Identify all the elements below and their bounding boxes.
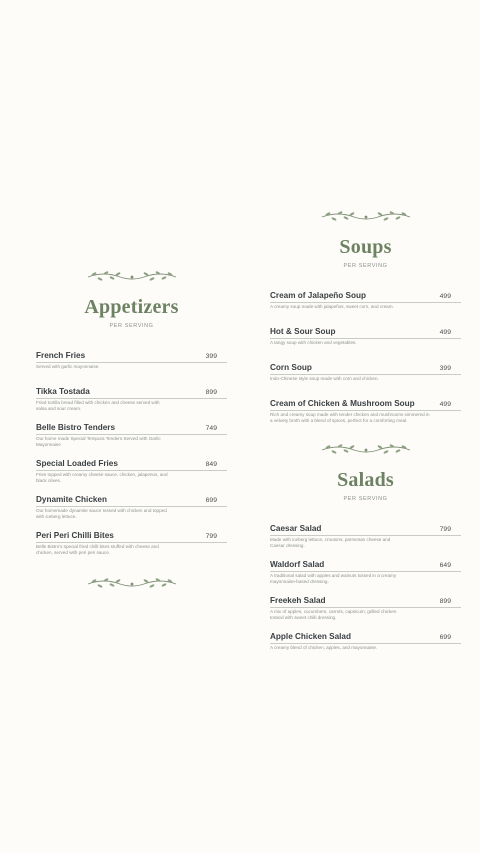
item-divider bbox=[36, 506, 227, 507]
item-description: A traditional salad with apples and walnuts tossed in a creamy mayonnaise-based dressing. bbox=[270, 573, 397, 584]
item-divider bbox=[270, 571, 461, 572]
item-price: 499 bbox=[439, 293, 451, 300]
item-name: Tikka Tostada bbox=[36, 387, 90, 396]
item-description: Rich and creamy soup made with tender chicken and mushrooms simmered in a velvety broth with a blend of spices, perfect for a comforting meal. bbox=[270, 412, 430, 423]
soups-title: Soups bbox=[339, 236, 392, 258]
vine-ornament-icon bbox=[318, 208, 414, 226]
soups-list bbox=[270, 291, 461, 439]
item-name: Apple Chicken Salad bbox=[270, 632, 351, 641]
soups-salads-column bbox=[270, 208, 461, 668]
appetizers-subtitle: PER SERVING bbox=[109, 323, 154, 329]
menu-item bbox=[36, 351, 227, 387]
item-divider bbox=[36, 542, 227, 543]
item-description: Fried tortilla bread filled with chicken and cheese served with salsa and sour cream. bbox=[36, 400, 160, 411]
item-price: 849 bbox=[205, 461, 217, 468]
item-price: 699 bbox=[205, 497, 217, 504]
item-name: Waldorf Salad bbox=[270, 560, 325, 569]
item-price: 399 bbox=[205, 353, 217, 360]
item-name: French Fries bbox=[36, 351, 86, 360]
item-price: 799 bbox=[439, 526, 451, 533]
salads-list bbox=[270, 524, 461, 668]
item-name: Corn Soup bbox=[270, 363, 312, 372]
item-description: Served with garlic mayonnaise. bbox=[36, 364, 100, 369]
salads-title: Salads bbox=[337, 469, 394, 491]
item-name: Special Loaded Fries bbox=[36, 459, 118, 468]
item-name: Hot & Sour Soup bbox=[270, 327, 336, 336]
item-description: A mix of apples, cucumbers, carrots, capsicum, grilled chicken tossed with sweet chilli dressing. bbox=[270, 609, 397, 620]
item-divider bbox=[36, 362, 227, 363]
item-divider bbox=[270, 535, 461, 536]
item-price: 799 bbox=[205, 533, 217, 540]
item-divider bbox=[270, 338, 461, 339]
item-description: Our home made Special Tempura Tenders Served with Garlic Mayonnaise bbox=[36, 436, 161, 447]
menu-item bbox=[270, 291, 461, 327]
item-name: Caesar Salad bbox=[270, 524, 322, 533]
item-name: Cream of Jalapeño Soup bbox=[270, 291, 366, 300]
item-name: Cream of Chicken & Mushroom Soup bbox=[270, 399, 415, 408]
vine-ornament-icon bbox=[84, 268, 180, 286]
item-price: 499 bbox=[439, 329, 451, 336]
item-divider bbox=[36, 434, 227, 435]
item-price: 399 bbox=[439, 365, 451, 372]
item-description: Belle Bistro's special fried chilli bites stuffed with cheese and chicken, served with peri peri sauce. bbox=[36, 544, 159, 555]
item-description: Indo-Chinese style soup made with corn and chicken. bbox=[270, 376, 379, 381]
item-description: Our homemade dynamite sauce tossed with chicken and topped with iceberg lettuce. bbox=[36, 508, 167, 519]
menu-item bbox=[270, 596, 461, 632]
menu-item bbox=[270, 399, 461, 439]
item-name: Dynamite Chicken bbox=[36, 495, 107, 504]
appetizers-list bbox=[36, 351, 227, 567]
item-description: A creamy blend of chicken, apples, and mayonnaise. bbox=[270, 645, 378, 650]
item-name: Freekeh Salad bbox=[270, 596, 326, 605]
item-divider bbox=[270, 643, 461, 644]
menu-item bbox=[270, 632, 461, 668]
appetizers-section bbox=[36, 268, 227, 593]
item-price: 899 bbox=[205, 389, 217, 396]
menu-item bbox=[36, 495, 227, 531]
menu-item bbox=[36, 531, 227, 567]
item-price: 499 bbox=[439, 401, 451, 408]
item-divider bbox=[270, 607, 461, 608]
item-name: Peri Peri Chilli Bites bbox=[36, 531, 114, 540]
item-divider bbox=[270, 410, 461, 411]
item-description: Fries topped with creamy cheese sauce, chicken, jalapenos, and black olives. bbox=[36, 472, 168, 483]
menu-item bbox=[36, 459, 227, 495]
item-price: 649 bbox=[439, 562, 451, 569]
menu-item bbox=[270, 524, 461, 560]
item-price: 749 bbox=[205, 425, 217, 432]
appetizers-title: Appetizers bbox=[84, 296, 179, 318]
menu-item bbox=[270, 327, 461, 363]
menu-item bbox=[36, 387, 227, 423]
item-price: 699 bbox=[439, 634, 451, 641]
salads-subtitle: PER SERVING bbox=[343, 496, 388, 502]
item-name: Belle Bistro Tenders bbox=[36, 423, 116, 432]
item-divider bbox=[36, 470, 227, 471]
item-divider bbox=[270, 302, 461, 303]
menu-item bbox=[36, 423, 227, 459]
item-description: A creamy soup made with jalapeños, sweet corn, and cream. bbox=[270, 304, 394, 309]
item-divider bbox=[36, 398, 227, 399]
menu-item bbox=[270, 363, 461, 399]
vine-ornament-icon bbox=[318, 441, 414, 459]
item-description: Made with iceberg lettuce, croutons, parmesan cheese and Caesar dressing. bbox=[270, 537, 391, 548]
menu-item bbox=[270, 560, 461, 596]
item-price: 899 bbox=[439, 598, 451, 605]
vine-ornament-icon bbox=[84, 575, 180, 593]
item-divider bbox=[270, 374, 461, 375]
soups-subtitle: PER SERVING bbox=[343, 263, 388, 269]
item-description: A tangy soup with chicken and vegetables. bbox=[270, 340, 357, 345]
